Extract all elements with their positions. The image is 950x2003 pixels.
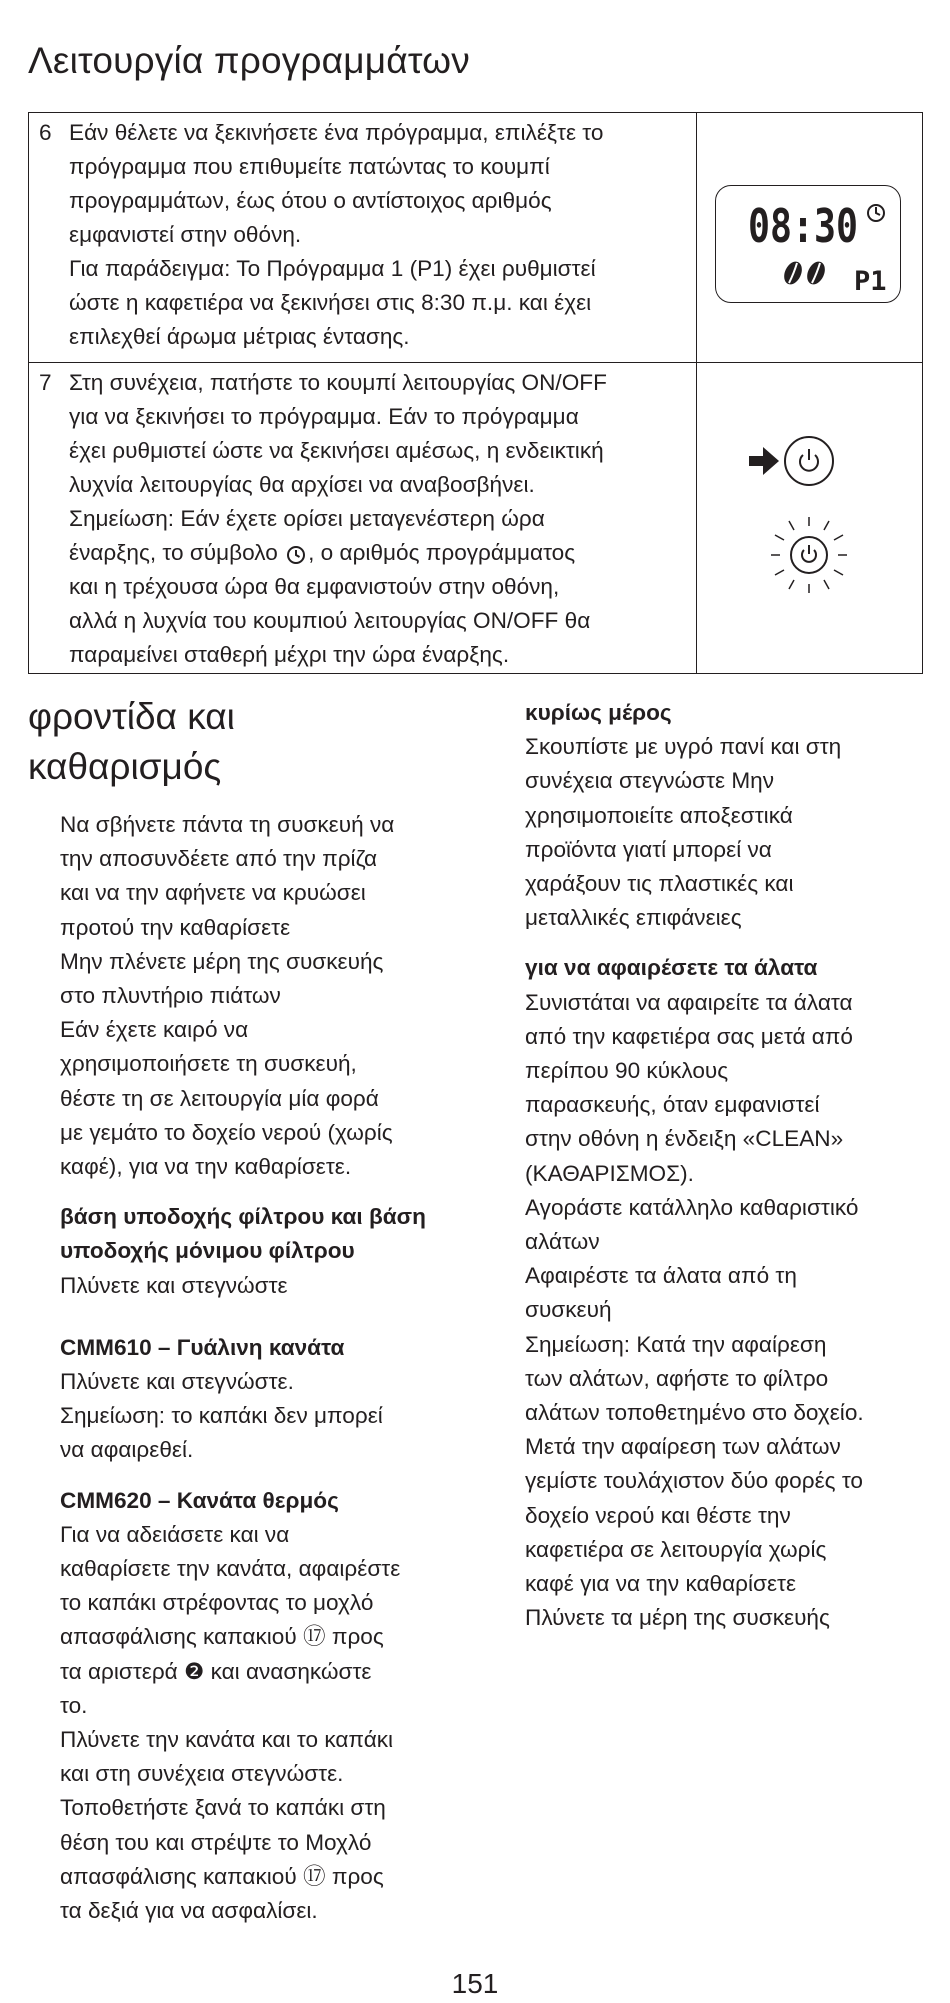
step-row-6 <box>29 113 923 363</box>
step-line: Εάν θέλετε να ξεκινήσετε ένα πρόγραμμα, επιλέξτε το <box>69 120 604 145</box>
text-line: Σημείωση: το καπάκι δεν μπορεί <box>60 1403 383 1429</box>
step-line: Στη συνέχεια, πατήστε το κουμπί λειτουργίας ON/OFF <box>69 370 607 395</box>
page-number: 151 <box>451 1968 499 1999</box>
cmm610-heading: CMM610 – Γυάλινη κανάτα <box>60 1334 345 1360</box>
text-line: Εάν έχετε καιρό να <box>60 1017 249 1043</box>
step-line: προγραμμάτων, έως ότου ο αντίστοιχος αριθμός <box>69 188 552 213</box>
text-line: στην οθόνη η ένδειξη «CLEAN» <box>525 1126 844 1152</box>
text-line: αλάτων τοποθετημένο στο δοχείο. <box>525 1400 864 1426</box>
text-line: θέστε τη σε λειτουργία μία φορά <box>60 1085 379 1111</box>
step-7-illustration-cell <box>696 363 922 674</box>
text-line: από την καφετιέρα σας μετά από <box>525 1023 853 1049</box>
text-line: Να σβήνετε πάντα τη συσκευή να <box>60 812 395 837</box>
text-fragment: προς <box>331 1624 384 1650</box>
power-button-blinking-icon <box>771 517 847 593</box>
step-line: έχει ρυθμιστεί ώστε να ξεκινήσει αμέσως, η ενδεικτική <box>69 438 604 463</box>
step-line <box>69 536 607 570</box>
text-line: τα δεξιά για να ασφαλίσει. <box>60 1898 318 1924</box>
text-fragment: έναρξης, το σύμβολο <box>69 540 278 565</box>
text-line: Πλύνετε τα μέρη της συσκευής <box>525 1605 830 1631</box>
text-fragment: τα αριστερά <box>60 1658 178 1684</box>
text-line: και στη συνέχεια στεγνώστε. <box>60 1761 344 1787</box>
step-line: για να ξεκινήσει το πρόγραμμα. Εάν το πρόγραμμα <box>69 404 579 429</box>
text-line: το. <box>60 1692 88 1718</box>
text-line: Σκουπίστε με υγρό πανί και στη <box>525 734 842 760</box>
heading-line: βάση υποδοχής φίλτρου και βάση <box>60 1204 426 1230</box>
text-line: χαράξουν τις πλαστικές και <box>525 871 794 897</box>
step-6-text-cell <box>29 113 697 363</box>
text-line: Πλύνετε και στεγνώστε <box>60 1272 288 1298</box>
text-line: παρασκευής, όταν εμφανιστεί <box>525 1092 820 1118</box>
lcd-program: P1 <box>853 266 887 297</box>
coffee-bean-icon <box>780 259 805 288</box>
text-line: (ΚΑΘΑΡΙΣΜΟΣ). <box>525 1160 694 1186</box>
text-line: την αποσυνδέετε από την πρίζα <box>60 846 378 872</box>
text-line: Συνιστάται να αφαιρείτε τα άλατα <box>525 989 853 1015</box>
step-number: 7 <box>39 370 52 395</box>
heading-line: υποδοχής μόνιμου φίλτρου <box>60 1238 355 1264</box>
step-line: αλλά η λυχνία του κουμπιού λειτουργίας ON/OFF θα <box>69 608 591 633</box>
coffee-bean-icon <box>803 259 828 288</box>
text-line: καθαρίσετε την κανάτα, αφαιρέστε <box>60 1556 401 1582</box>
cmm620-heading: CMM620 – Κανάτα θερμός <box>60 1487 339 1513</box>
step-7-text-cell <box>29 363 697 674</box>
text-line: Μην πλένετε μέρη της συσκευής <box>60 948 384 974</box>
step-line: πρόγραμμα που επιθυμείτε πατώντας το κουμπί <box>69 154 550 179</box>
power-button-icon <box>785 437 833 485</box>
descale-heading: για να αφαιρέσετε τα άλατα <box>525 955 818 981</box>
text-line: Μετά την αφαίρεση των αλάτων <box>525 1434 841 1460</box>
text-line: καφέ για να την καθαρίσετε <box>525 1571 797 1597</box>
text-line: μεταλλικές επιφάνειες <box>525 905 742 931</box>
arrow-right-icon <box>749 447 779 475</box>
text-fragment: , ο αριθμός προγράμματος <box>308 540 576 565</box>
text-line: Για να αδειάσετε και να <box>60 1521 290 1547</box>
text-line: Τοποθετήστε ξανά το καπάκι στη <box>60 1795 386 1821</box>
reference-number: ⑰ <box>302 1624 326 1650</box>
step-line: ώστε η καφετιέρα να ξεκινήσει στις 8:30 π.μ. και έχει <box>69 290 592 315</box>
text-line: χρησιμοποιήσετε τη συσκευή, <box>60 1051 357 1077</box>
care-title-line: φροντίδα και <box>28 696 235 737</box>
filter-heading <box>60 1200 470 1268</box>
text-line: περίπου 90 κύκλους <box>525 1058 729 1084</box>
step-6-illustration-cell <box>696 113 922 363</box>
text-line: το καπάκι στρέφοντας το μοχλό <box>60 1590 374 1616</box>
text-line: στο πλυντήριο πιάτων <box>60 983 281 1009</box>
step-row-7 <box>29 363 923 674</box>
reference-number: ⑰ <box>302 1863 326 1889</box>
text-line: Πλύνετε και στεγνώστε. <box>60 1369 294 1395</box>
text-fragment: απασφάλισης καπακιού <box>60 1863 297 1889</box>
steps-table <box>28 112 923 674</box>
care-section-title <box>28 692 235 792</box>
text-line <box>60 1860 470 1894</box>
figure-reference: ❷ <box>184 1658 205 1684</box>
step-line: λυχνία λειτουργίας θα αρχίσει να αναβοσβήνει. <box>69 472 535 497</box>
text-line: καφετιέρα σε λειτουργία χωρίς <box>525 1536 827 1562</box>
text-line: με γεμάτο το δοχείο νερού (χωρίς <box>60 1119 393 1145</box>
care-right-column <box>525 696 925 1635</box>
text-line: Αγοράστε κατάλληλο καθαριστικό <box>525 1194 859 1220</box>
text-line: και να την αφήνετε να κρυώσει <box>60 880 366 906</box>
text-line <box>60 1620 470 1654</box>
text-line: Σημείωση: Κατά την αφαίρεση <box>525 1331 827 1357</box>
step-line: παραμείνει σταθερή μέχρι την ώρα έναρξης. <box>69 642 510 667</box>
step-line: Για παράδειγμα: Το Πρόγραμμα 1 (P1) έχει ρυθμιστεί <box>69 256 596 281</box>
text-line: αλάτων <box>525 1229 600 1255</box>
text-line: θέση του και στρέψτε το Μοχλό <box>60 1829 372 1855</box>
care-title-line: καθαρισμός <box>28 746 222 787</box>
text-line <box>60 1655 470 1689</box>
step-line: και η τρέχουσα ώρα θα εμφανιστούν στην οθόνη, <box>69 574 560 599</box>
text-line: προτού την καθαρίσετε <box>60 914 291 940</box>
text-fragment: προς <box>331 1863 384 1889</box>
text-line: Πλύνετε την κανάτα και το καπάκι <box>60 1727 394 1753</box>
text-line: των αλάτων, αφήστε το φίλτρο <box>525 1365 829 1391</box>
clock-symbol-icon <box>284 542 308 566</box>
lcd-time: 08:30 <box>747 199 858 253</box>
text-line: χρησιμοποιείτε αποξεστικά <box>525 802 793 828</box>
clock-icon <box>868 205 884 221</box>
text-line: συνέχεια στεγνώστε Μην <box>525 768 775 794</box>
text-line: δοχείο νερού και θέστε την <box>525 1502 791 1528</box>
text-line: προϊόντα γιατί μπορεί να <box>525 836 772 862</box>
lcd-display <box>715 185 901 303</box>
main-body-heading: κυρίως μέρος <box>525 700 672 725</box>
step-line: επιλεχθεί άρωμα μέτριας έντασης. <box>69 324 410 349</box>
step-line: Σημείωση: Εάν έχετε ορίσει μεταγενέστερη ώρα <box>69 506 545 531</box>
text-fragment: απασφάλισης καπακιού <box>60 1624 297 1650</box>
text-line: Αφαιρέστε τα άλατα από τη <box>525 1263 797 1289</box>
step-line: εμφανιστεί στην οθόνη. <box>69 222 302 247</box>
text-line: καφέ), για να την καθαρίσετε. <box>60 1154 352 1180</box>
text-line: να αφαιρεθεί. <box>60 1437 194 1463</box>
text-fragment: και ανασηκώστε <box>210 1658 372 1684</box>
page-title: Λειτουργία προγραμμάτων <box>28 40 470 81</box>
step-number: 6 <box>39 120 52 145</box>
care-left-column <box>60 808 470 1928</box>
text-line: συσκευή <box>525 1297 612 1323</box>
text-line: γεμίστε τουλάχιστον δύο φορές το <box>525 1468 863 1494</box>
